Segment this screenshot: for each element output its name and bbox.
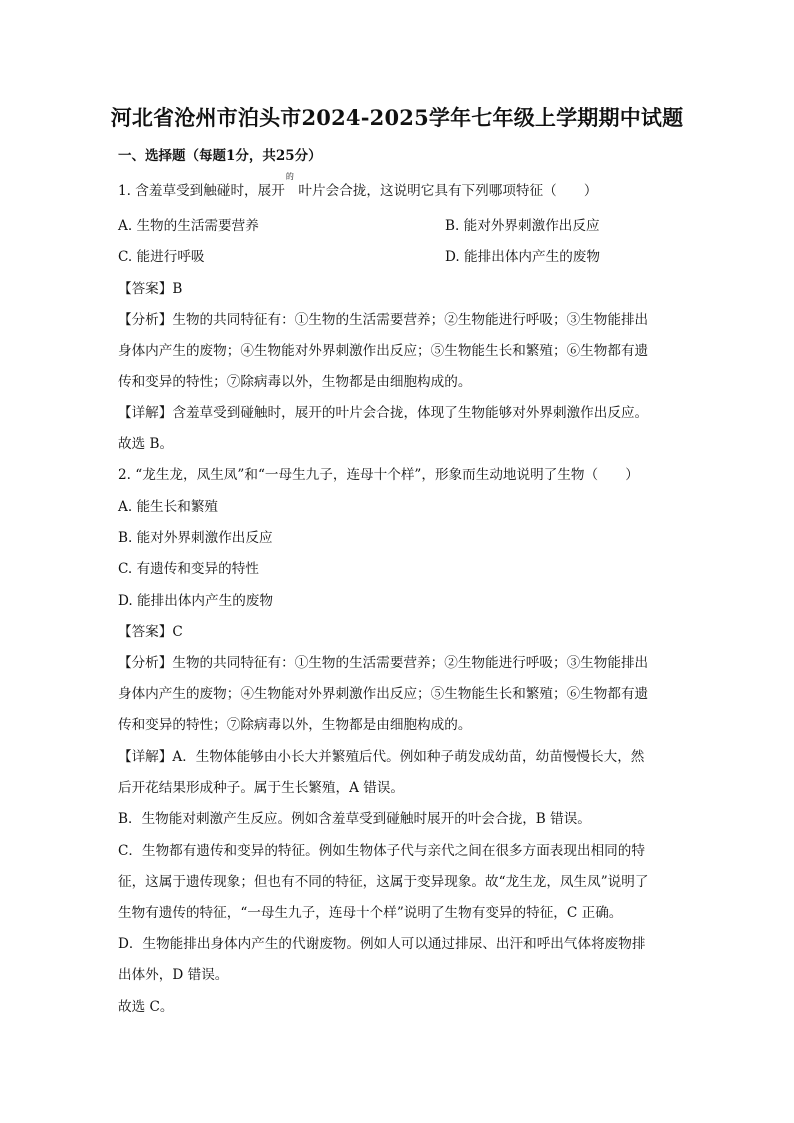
- question-2-detail-line: 出体外，D 错误。: [118, 967, 229, 983]
- question-2-detail-line: 后开花结果形成种子。属于生长繁殖，A 错误。: [118, 780, 405, 796]
- question-2-detail-line: 生物有遗传的特征，“一母生九子，连母十个样”说明了生物有变异的特征，C 正确。: [118, 905, 623, 921]
- question-2-analysis-line: 【分析】生物的共同特征有：①生物的生活需要营养；②生物能进行呼吸；③生物能排出: [118, 655, 649, 671]
- question-2-option-b: B. 能对外界刺激作出反应: [118, 530, 273, 546]
- question-1-answer: 【答案】B: [118, 281, 183, 297]
- question-2-detail-line: B．生物能对刺激产生反应。例如含羞草受到碰触时展开的叶会合拢，B 错误。: [118, 811, 591, 827]
- question-1-analysis-line: 【分析】生物的共同特征有：①生物的生活需要营养；②生物能进行呼吸；③生物能排出: [118, 312, 649, 328]
- question-2-analysis-line: 传和变异的特性；⑦除病毒以外，生物都是由细胞构成的。: [118, 717, 472, 733]
- ruby-annotation: 的: [285, 172, 294, 181]
- question-2-detail-line: D．生物能排出身体内产生的代谢废物。例如人可以通过排尿、出汗和呼出气体将废物排: [118, 936, 646, 952]
- question-1-detail-line: 故选 B。: [118, 436, 174, 452]
- question-1-analysis-line: 传和变异的特性；⑦除病毒以外，生物都是由细胞构成的。: [118, 374, 472, 390]
- question-1-analysis-line: 身体内产生的废物；④生物能对外界刺激作出反应；⑤生物能生长和繁殖；⑥生物都有遗: [118, 343, 649, 359]
- question-2-analysis-line: 身体内产生的废物；④生物能对外界刺激作出反应；⑤生物能生长和繁殖；⑥生物都有遗: [118, 686, 649, 702]
- question-1-option-c: C. 能进行呼吸: [118, 249, 205, 265]
- question-2-detail-line: 【详解】A．生物体能够由小长大并繁殖后代。例如种子萌发成幼苗，幼苗慢慢长大，然: [118, 749, 645, 765]
- question-1-option-b: B. 能对外界刺激作出反应: [445, 218, 600, 234]
- question-2-option-d: D. 能排出体内产生的废物: [118, 593, 273, 609]
- question-1-option-a: A. 生物的生活需要营养: [118, 218, 259, 234]
- question-2-detail-line: 故选 C。: [118, 999, 174, 1015]
- question-2-detail-line: C．生物都有遗传和变异的特征。例如生物体子代与亲代之间在很多方面表现出相同的特: [118, 843, 645, 859]
- document-title: 河北省沧州市泊头市2024-2025学年七年级上学期期中试题: [110, 105, 684, 130]
- section-heading: 一、选择题（每题1分，共25分）: [118, 148, 322, 164]
- question-2-option-c: C. 有遗传和变异的特性: [118, 561, 259, 577]
- question-2-detail-line: 征，这属于遗传现象；但也有不同的特征，这属于变异现象。故“龙生龙，凤生凤”说明了: [118, 874, 649, 890]
- question-2-stem: 2. “龙生龙，凤生凤”和“一母生九子，连母十个样”，形象而生动地说明了生物（ ）: [118, 467, 639, 483]
- question-2-option-a: A. 能生长和繁殖: [118, 499, 219, 515]
- question-1-detail-line: 【详解】含羞草受到碰触时，展开的叶片会合拢，体现了生物能够对外界刺激作出反应。: [118, 405, 649, 421]
- question-1-option-d: D. 能排出体内产生的废物: [445, 249, 600, 265]
- question-1-stem: 1. 含羞草受到触碰时，展开 的 叶片会合拢，这说明它具有下列哪项特征（ ）: [118, 172, 598, 199]
- question-2-answer: 【答案】C: [118, 624, 183, 640]
